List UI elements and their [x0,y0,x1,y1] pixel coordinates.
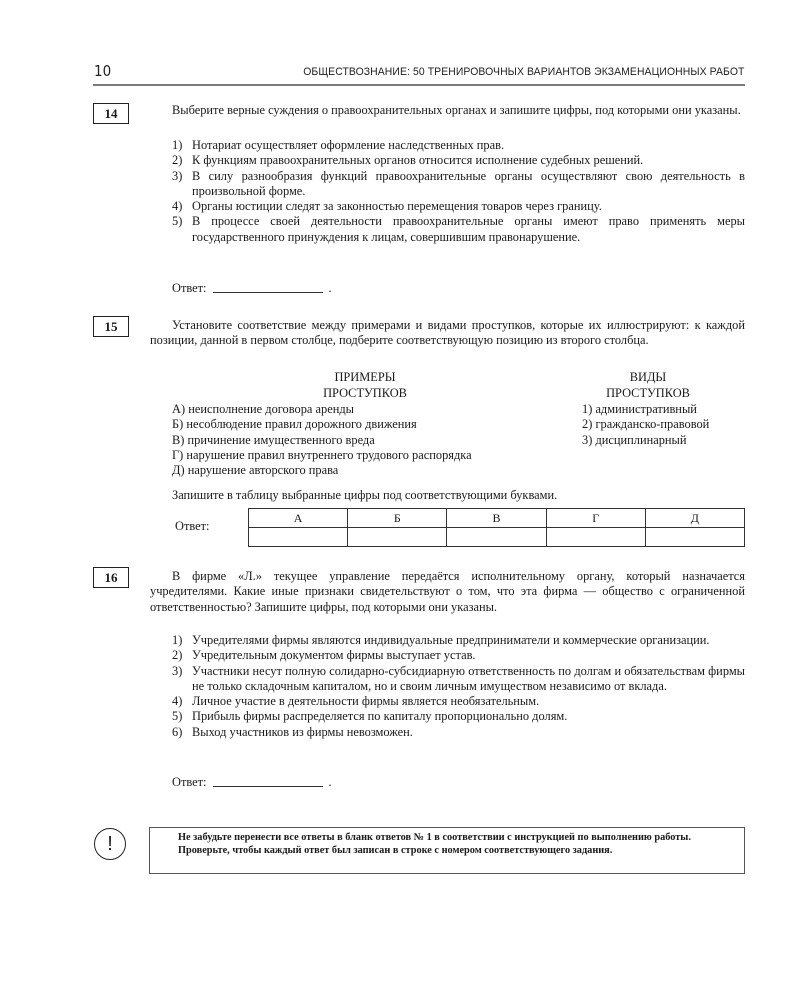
task-number-15: 15 [93,316,129,337]
examples-list [172,402,472,478]
answer-table-header-row [249,509,745,528]
table-instruction: Запишите в таблицу выбранные цифры под соответствующими буквами. [172,488,558,502]
table-answer-label: Ответ: [175,519,210,533]
answer-cell-b[interactable] [348,528,447,547]
option-item: 2) Учредительным документом фирмы выступает устав. [172,648,476,663]
answer-cell-a[interactable] [249,528,348,547]
example-item: Б) несоблюдение правил дорожного движения [172,417,417,432]
answer-cell-d[interactable] [645,528,744,547]
answer-input-line[interactable] [213,292,323,293]
right-column-header: ВИДЫ ПРОСТУПКОВ [606,370,690,400]
answer-period: . [328,775,332,789]
example-item: А) неисполнение договора аренды [172,402,354,416]
task-16-prompt [150,569,745,615]
option-item: 3) Участники несут полную солидарно-субсидиарную ответственность по долгам и обязательствам фирмы не только складочным капиталом, но и своим личным имуществом независимо от вклада. [172,663,745,693]
example-item: Д) нарушение авторского права [172,463,339,478]
option-item: 4) Личное участие в деятельности фирмы является необязательным. [172,694,540,709]
task-15-prompt [150,318,745,349]
type-item: 3) дисциплинарный [582,432,687,447]
left-column-header: ПРИМЕРЫ ПРОСТУПКОВ [323,370,407,400]
answer-input-line[interactable] [213,786,323,787]
table-header-cell: В [447,509,546,528]
task-16-prompt-text: В фирме «Л.» текущее управление передаётся исполнительному органу, который назначается учредителями. Какие иные признаки свидетельствуют о том, что эта фирма — общество с ограниченной ответственностью? Запишите цифры, под которыми они указаны. [150,569,745,614]
types-list [582,402,709,448]
table-header-cell: А [249,509,348,528]
task-16-answer [172,775,332,790]
option-item: 1) Нотариат осуществляет оформление наследственных прав. [172,138,505,152]
option-item: 2) К функциям правоохранительных органов относится исполнение судебных решений. [172,153,644,168]
task-number-14: 14 [93,103,129,124]
example-item: В) причинение имущественного вреда [172,432,375,447]
type-item: 2) гражданско-правовой [582,417,710,432]
option-item: 3) В силу разнообразия функций правоохранительные органы осуществляют свою деятельность в произвольной форме. [172,168,745,198]
option-item: 6) Выход участников из фирмы невозможен. [172,724,413,739]
header-divider [93,84,745,86]
option-item: 1) Учредителями фирмы являются индивидуальные предприниматели и коммерческие организации. [172,633,710,647]
option-item: 5) Прибыль фирмы распределяется по капиталу пропорционально долям. [172,709,568,724]
answer-cell-v[interactable] [447,528,546,547]
page-number: 10 [94,62,112,80]
task-14-options [172,138,745,245]
running-title: ОБЩЕСТВОЗНАНИЕ: 50 ТРЕНИРОВОЧНЫХ ВАРИАНТОВ ЭКЗАМЕНАЦИОННЫХ РАБОТ [302,66,744,78]
task-number-16: 16 [93,567,129,588]
task-15-prompt-text: Установите соответствие между примерами и видами проступков, которые их иллюстрируют: к каждой позиции, данной в первом столбце, подберите соответствующую позицию из второго столбца. [150,318,745,348]
table-header-cell: Д [645,509,744,528]
answer-cell-g[interactable] [546,528,645,547]
notice-text-2: Проверьте, чтобы каждый ответ был записан в строке с номером соответствующего задания. [178,845,613,857]
task-14-answer [172,281,332,296]
type-item: 1) административный [582,402,697,416]
task-14-prompt [150,103,745,118]
table-header-cell: Б [348,509,447,528]
table-header-cell: Г [546,509,645,528]
answer-table-value-row [249,528,745,547]
task-16-options [172,633,745,740]
answer-label: Ответ: [172,281,207,295]
exclamation-circle-icon: ! [94,828,126,860]
option-item: 4) Органы юстиции следят за законностью перемещения товаров через границу. [172,199,602,214]
answer-table [248,508,745,547]
task-14-prompt-text: Выберите верные суждения о правоохранительных органах и запишите цифры, под которыми они указаны. [172,103,741,117]
reminder-notice [149,827,745,874]
notice-text-1: Не забудьте перенести все ответы в бланк ответов № 1 в соответствии с инструкцией по выполнению работы. [178,832,691,843]
answer-period: . [328,281,332,295]
answer-label: Ответ: [172,775,207,789]
option-item: 5) В процессе своей деятельности правоохранительные органы имеют право применять меры государственного принуждения к лицам, совершившим правонарушение. [172,214,745,244]
example-item: Г) нарушение правил внутреннего трудового распорядка [172,447,472,462]
